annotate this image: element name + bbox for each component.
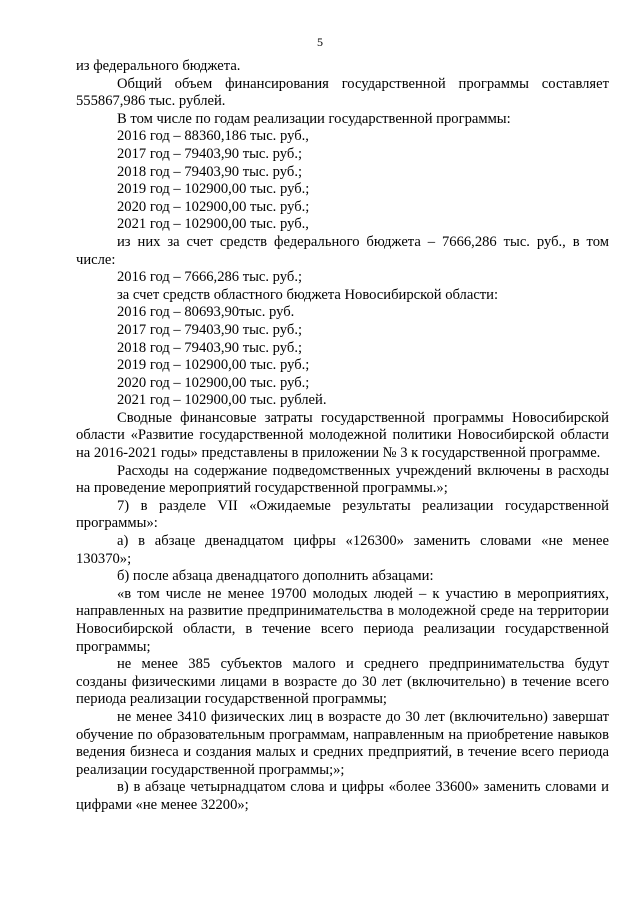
paragraph: Общий объем финансирования государственной программы составляет 555867,986 тыс. рублей. bbox=[76, 75, 609, 110]
paragraph: из федерального бюджета. bbox=[76, 58, 241, 74]
budget-year-line: 2019 год – 102900,00 тыс. руб.; bbox=[117, 357, 310, 374]
paragraph: не менее 3410 физических лиц в возрасте до 30 лет (включительно) завершат обучение по образовательным программам, направленным на приобретение навыков ведения бизнеса и создания малых и средних предприятий, в течение всего периода реализации государственной программы;»; bbox=[76, 708, 609, 778]
budget-year-line: 2019 год – 102900,00 тыс. руб.; bbox=[117, 181, 310, 198]
paragraph: за счет средств областного бюджета Новосибирской области: bbox=[117, 286, 499, 303]
paragraph: 7) в разделе VII «Ожидаемые результаты реализации государственной программы»: bbox=[76, 497, 609, 532]
paragraph: «в том числе не менее 19700 молодых людей – к участию в мероприятиях, направленных на развитие предпринимательства в молодежной среде на территории Новосибирской области, в течение всего периода реализации государственной программы; bbox=[76, 585, 609, 655]
budget-year-line: 2016 год – 80693,90тыс. руб. bbox=[117, 304, 295, 321]
page-number: 5 bbox=[317, 35, 323, 49]
budget-year-line: 2017 год – 79403,90 тыс. руб.; bbox=[117, 321, 303, 338]
budget-year-line: 2020 год – 102900,00 тыс. руб.; bbox=[117, 198, 310, 215]
budget-year-line: 2018 год – 79403,90 тыс. руб.; bbox=[117, 339, 303, 356]
budget-year-line: 2021 год – 102900,00 тыс. руб., bbox=[117, 216, 309, 233]
document-body bbox=[76, 58, 609, 815]
paragraph: б) после абзаца двенадцатого дополнить абзацами: bbox=[117, 568, 434, 585]
paragraph: в) в абзаце четырнадцатом слова и цифры «более 33600» заменить словами и цифрами «не менее 32200»; bbox=[76, 779, 609, 813]
budget-year-line: 2021 год – 102900,00 тыс. рублей. bbox=[117, 392, 327, 409]
paragraph: В том числе по годам реализации государственной программы: bbox=[117, 110, 511, 127]
paragraph: Расходы на содержание подведомственных учреждений включены в расходы на проведение мероприятий государственной программы.»; bbox=[76, 462, 609, 497]
budget-year-line: 2020 год – 102900,00 тыс. руб.; bbox=[117, 374, 310, 391]
budget-year-line: 2016 год – 7666,286 тыс. руб.; bbox=[117, 269, 303, 286]
paragraph: не менее 385 субъектов малого и среднего предпринимательства будут созданы физическими лицами в возрасте до 30 лет (включительно) в течение всего периода реализации государственной программы; bbox=[76, 656, 609, 708]
paragraph: Сводные финансовые затраты государственной программы Новосибирской области «Развитие государственной молодежной политики Новосибирской области на 2016-2021 годы» представлены в приложении № 3 к государственной программе. bbox=[76, 409, 609, 462]
paragraph: из них за счет средств федерального бюджета – 7666,286 тыс. руб., в том числе: bbox=[76, 233, 609, 268]
paragraph: а) в абзаце двенадцатом цифры «126300» заменить словами «не менее 130370»; bbox=[76, 533, 609, 567]
budget-year-line: 2017 год – 79403,90 тыс. руб.; bbox=[117, 145, 303, 162]
budget-year-line: 2016 год – 88360,186 тыс. руб., bbox=[117, 128, 309, 145]
budget-year-line: 2018 год – 79403,90 тыс. руб.; bbox=[117, 163, 303, 180]
